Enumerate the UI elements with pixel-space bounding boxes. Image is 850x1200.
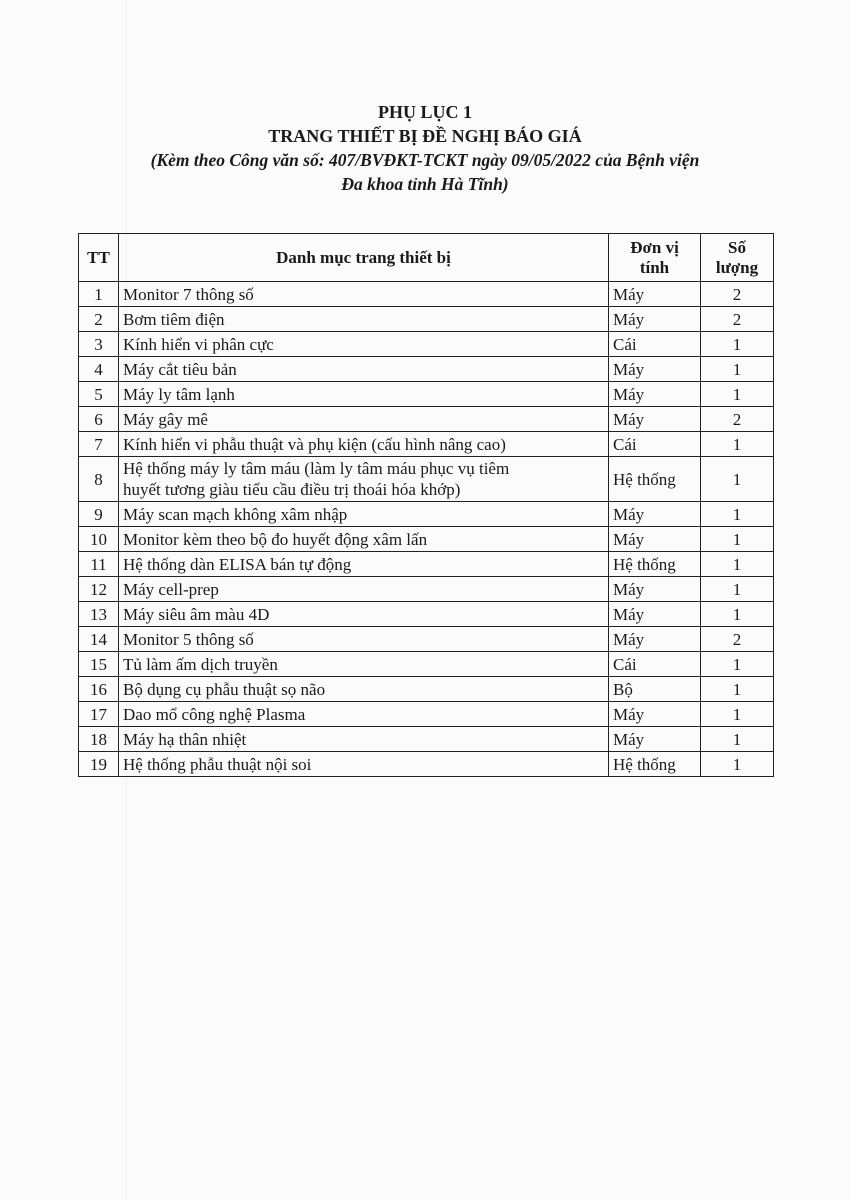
cell-unit: Máy xyxy=(609,727,701,752)
cell-unit: Cái xyxy=(609,652,701,677)
table-row xyxy=(79,382,774,407)
cell-name-line1: Hệ thống máy ly tâm máu (làm ly tâm máu phục vụ tiêm xyxy=(123,459,510,478)
cell-tt: 14 xyxy=(79,627,119,652)
cell-tt: 4 xyxy=(79,357,119,382)
cell-unit: Cái xyxy=(609,432,701,457)
table-row xyxy=(79,652,774,677)
cell-tt: 7 xyxy=(79,432,119,457)
cell-unit: Bộ xyxy=(609,677,701,702)
cell-unit: Máy xyxy=(609,382,701,407)
cell-tt: 9 xyxy=(79,502,119,527)
table-row xyxy=(79,407,774,432)
table-row xyxy=(79,332,774,357)
cell-tt: 3 xyxy=(79,332,119,357)
cell-qty: 2 xyxy=(701,627,774,652)
cell-unit: Máy xyxy=(609,602,701,627)
cell-unit: Máy xyxy=(609,527,701,552)
table-row xyxy=(79,282,774,307)
cell-name: Hệ thống dàn ELISA bán tự động xyxy=(119,552,609,577)
cell-unit: Hệ thống xyxy=(609,552,701,577)
cell-name: Bộ dụng cụ phẫu thuật sọ não xyxy=(119,677,609,702)
table-row xyxy=(79,307,774,332)
table-row xyxy=(79,527,774,552)
header-unit xyxy=(609,234,701,282)
cell-tt: 11 xyxy=(79,552,119,577)
cell-name: Kính hiển vi phân cực xyxy=(119,332,609,357)
cell-name: Dao mổ công nghệ Plasma xyxy=(119,702,609,727)
table-row xyxy=(79,577,774,602)
cell-name: Máy scan mạch không xâm nhập xyxy=(119,502,609,527)
cell-qty: 1 xyxy=(701,552,774,577)
cell-name: Máy ly tâm lạnh xyxy=(119,382,609,407)
cell-tt: 19 xyxy=(79,752,119,777)
cell-name: Máy hạ thân nhiệt xyxy=(119,727,609,752)
cell-qty: 2 xyxy=(701,282,774,307)
cell-name: Máy cell-prep xyxy=(119,577,609,602)
cell-qty: 1 xyxy=(701,577,774,602)
header-unit-line1: Đơn vị xyxy=(630,237,679,257)
table-row xyxy=(79,432,774,457)
cell-tt: 16 xyxy=(79,677,119,702)
cell-qty: 1 xyxy=(701,527,774,552)
cell-unit: Máy xyxy=(609,627,701,652)
table-row xyxy=(79,457,774,502)
cell-tt: 17 xyxy=(79,702,119,727)
cell-tt: 5 xyxy=(79,382,119,407)
table-row xyxy=(79,602,774,627)
cell-qty: 1 xyxy=(701,752,774,777)
table-row xyxy=(79,727,774,752)
table-row xyxy=(79,702,774,727)
cell-qty: 1 xyxy=(701,652,774,677)
cell-name: Tủ làm ấm dịch truyền xyxy=(119,652,609,677)
cell-tt: 13 xyxy=(79,602,119,627)
cell-unit: Máy xyxy=(609,282,701,307)
cell-tt: 6 xyxy=(79,407,119,432)
table-row xyxy=(79,552,774,577)
cell-tt: 1 xyxy=(79,282,119,307)
cell-name: Máy siêu âm màu 4D xyxy=(119,602,609,627)
cell-qty: 1 xyxy=(701,432,774,457)
cell-unit: Hệ thống xyxy=(609,457,701,502)
cell-name: Monitor kèm theo bộ đo huyết động xâm lấn xyxy=(119,527,609,552)
cell-unit: Máy xyxy=(609,307,701,332)
cell-name: Hệ thống phẫu thuật nội soi xyxy=(119,752,609,777)
cell-qty: 1 xyxy=(701,702,774,727)
cell-unit: Máy xyxy=(609,407,701,432)
cell-qty: 1 xyxy=(701,677,774,702)
cell-tt: 18 xyxy=(79,727,119,752)
cell-qty: 1 xyxy=(701,357,774,382)
document-header xyxy=(0,100,850,196)
cell-unit: Máy xyxy=(609,702,701,727)
cell-name: Monitor 7 thông số xyxy=(119,282,609,307)
cell-unit: Máy xyxy=(609,357,701,382)
cell-name: Kính hiển vi phẫu thuật và phụ kiện (cấu hình nâng cao) xyxy=(119,432,609,457)
cell-tt: 10 xyxy=(79,527,119,552)
header-tt: TT xyxy=(79,234,119,282)
cell-name-line2: huyết tương giàu tiểu cầu điều trị thoái hóa khớp) xyxy=(123,480,461,499)
cell-tt: 8 xyxy=(79,457,119,502)
document-title: TRANG THIẾT BỊ ĐỀ NGHỊ BÁO GIÁ xyxy=(268,126,582,146)
cell-qty: 2 xyxy=(701,307,774,332)
reference-line: (Kèm theo Công văn số: 407/BVĐKT-TCKT ngày 09/05/2022 của Bệnh viện xyxy=(150,150,700,170)
header-unit-line2: tính xyxy=(639,257,670,277)
cell-unit: Máy xyxy=(609,577,701,602)
cell-unit: Cái xyxy=(609,332,701,357)
cell-qty: 1 xyxy=(701,502,774,527)
cell-name xyxy=(119,457,609,502)
cell-name: Monitor 5 thông số xyxy=(119,627,609,652)
header-qty-line2: lượng xyxy=(715,257,759,277)
header-qty xyxy=(701,234,774,282)
cell-qty: 1 xyxy=(701,332,774,357)
table-row xyxy=(79,752,774,777)
cell-qty: 1 xyxy=(701,382,774,407)
cell-tt: 2 xyxy=(79,307,119,332)
header-qty-line1: Số xyxy=(728,237,746,257)
cell-qty: 2 xyxy=(701,407,774,432)
cell-tt: 12 xyxy=(79,577,119,602)
reference-line-continued: Đa khoa tỉnh Hà Tĩnh) xyxy=(341,174,509,194)
cell-name: Máy gây mê xyxy=(119,407,609,432)
header-name: Danh mục trang thiết bị xyxy=(119,234,609,282)
equipment-table xyxy=(78,233,774,777)
cell-qty: 1 xyxy=(701,457,774,502)
appendix-title: PHỤ LỤC 1 xyxy=(378,102,472,122)
table-header-row xyxy=(79,234,774,282)
cell-name: Máy cắt tiêu bản xyxy=(119,357,609,382)
table-row xyxy=(79,502,774,527)
table-row xyxy=(79,627,774,652)
cell-qty: 1 xyxy=(701,727,774,752)
table-row xyxy=(79,357,774,382)
table-row xyxy=(79,677,774,702)
cell-unit: Máy xyxy=(609,502,701,527)
cell-qty: 1 xyxy=(701,602,774,627)
cell-tt: 15 xyxy=(79,652,119,677)
cell-name: Bơm tiêm điện xyxy=(119,307,609,332)
cell-unit: Hệ thống xyxy=(609,752,701,777)
